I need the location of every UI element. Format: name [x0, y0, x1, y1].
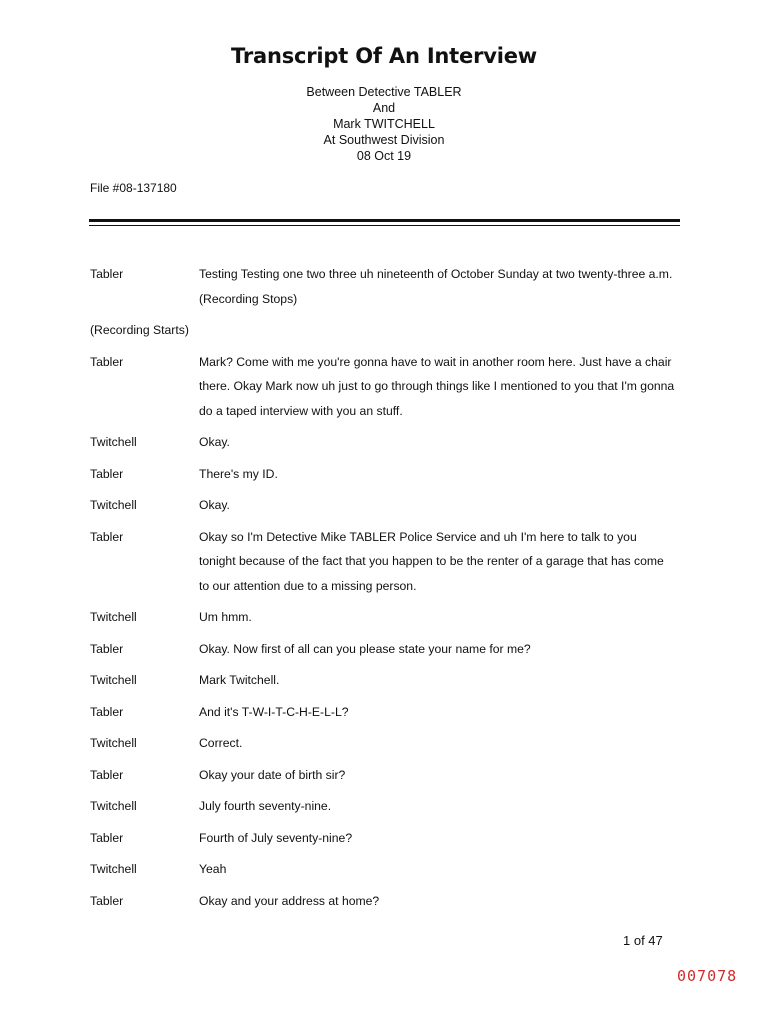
speaker-name: Twitchell: [90, 673, 137, 687]
transcript-entry: [90, 857, 680, 882]
transcript-entry: [90, 430, 680, 455]
transcript-entry: [90, 826, 680, 851]
speaker-name: Tabler: [90, 466, 124, 481]
transcript-entry: [90, 350, 680, 424]
transcript-entry: [90, 889, 680, 914]
transcript-entry: [90, 731, 680, 756]
speaker-name: Tabler: [90, 893, 124, 908]
transcript-entry: [90, 763, 680, 788]
transcript-body: [90, 262, 680, 920]
interview-subheading: [0, 84, 768, 164]
transcript-entry: [90, 637, 680, 662]
speaker-name: Twitchell: [90, 799, 137, 813]
speaker-name: Twitchell: [90, 862, 137, 876]
subheading-line: 08 Oct 19: [356, 149, 412, 163]
speaker-name: Tabler: [90, 767, 124, 782]
subheading-line: And: [372, 101, 396, 115]
transcript-entry: [90, 605, 680, 630]
speaker-text: Correct.: [199, 736, 243, 750]
speaker-text: Okay and your address at home?: [199, 893, 380, 908]
subheading-line: At Southwest Division: [323, 133, 445, 147]
transcript-entry: [90, 794, 680, 819]
speaker-text: Okay.: [199, 435, 230, 449]
header-divider-thin: [89, 225, 680, 226]
transcript-entry: [90, 700, 680, 725]
subheading-line: Mark TWITCHELL: [333, 117, 435, 131]
speaker-text: Um hmm.: [199, 610, 252, 624]
speaker-name: Twitchell: [90, 610, 137, 624]
speaker-name: Twitchell: [90, 498, 137, 512]
bates-number: 007078: [677, 967, 738, 985]
transcript-entry: [90, 668, 680, 693]
speaker-text: Okay. Now first of all can you please state your name for me?: [199, 641, 531, 656]
speaker-text: Okay your date of birth sir?: [199, 767, 346, 782]
transcript-entry: [90, 262, 680, 311]
speaker-name: Tabler: [90, 529, 124, 544]
speaker-text: Fourth of July seventy-nine?: [199, 830, 353, 845]
transcript-entry: [90, 462, 680, 487]
speaker-name: Tabler: [90, 830, 124, 845]
speaker-text: And it's T-W-I-T-C-H-E-L-L?: [199, 704, 349, 719]
subheading-line: Between Detective TABLER: [306, 85, 462, 99]
speaker-text: Mark Twitchell.: [199, 673, 280, 687]
speaker-text: July fourth seventy-nine.: [199, 799, 332, 813]
speaker-text: Okay.: [199, 498, 230, 512]
speaker-text: Yeah: [199, 862, 227, 876]
speaker-name: Tabler: [90, 641, 124, 656]
transcript-entry: [90, 493, 680, 518]
document-title: Transcript Of An Interview: [231, 44, 537, 68]
speaker-name: Tabler: [90, 704, 124, 719]
speaker-name: Twitchell: [90, 435, 137, 449]
file-number: File #08-137180: [90, 181, 177, 195]
speaker-text: There's my ID.: [199, 466, 278, 481]
page-number: 1 of 47: [623, 933, 663, 948]
header-divider-thick: [89, 219, 680, 222]
speaker-text: Mark? Come with me you're gonna have to wait in another room here. Just have a chair there. Okay Mark now uh just to go through things like I mentioned to you that I'm gonna do a taped interview with you an stuff.: [199, 354, 675, 418]
speaker-name: Twitchell: [90, 736, 137, 750]
speaker-name: Tabler: [90, 354, 124, 369]
recording-note: (Recording Starts): [90, 323, 189, 337]
transcript-entry: [90, 525, 680, 599]
speaker-text: Testing Testing one two three uh nineteenth of October Sunday at two twenty-three a.m. (Recording Stops): [199, 267, 673, 306]
speaker-text: Okay so I'm Detective Mike TABLER Police Service and uh I'm here to talk to you tonight because of the fact that you happen to be the renter of a garage that has come to our attention due to a missing person.: [199, 529, 664, 593]
speaker-name: Tabler: [90, 267, 124, 281]
